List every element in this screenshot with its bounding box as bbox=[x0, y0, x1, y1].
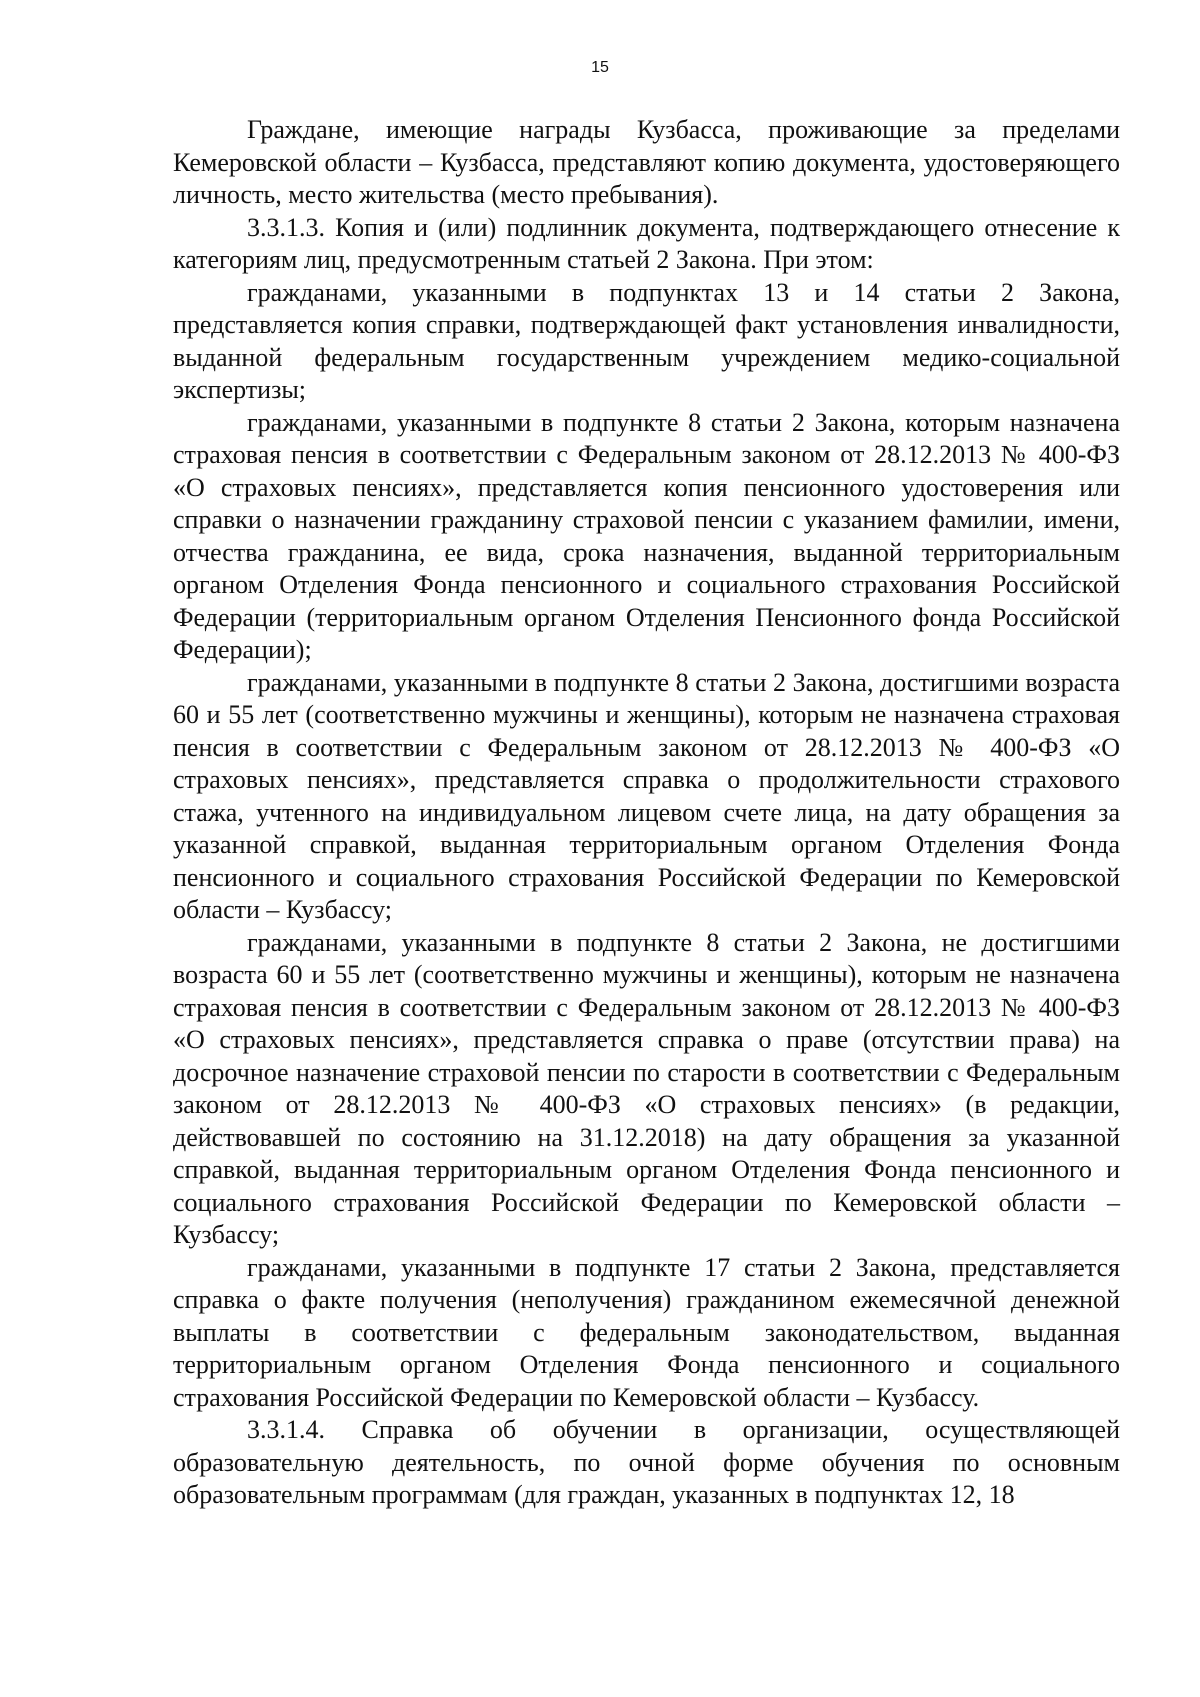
paragraph-pension-certificate: гражданами, указанными в подпункте 8 статьи 2 Закона, которым назначена страховая пенсия в соответствии с Федеральным законом от 28.12.2013 № 400-ФЗ «О страховых пенсиях», представляется копия пенсионного удостоверения или справки о назначении гражданину страховой пенсии с указанием фамилии, имени, отчества гражданина, ее вида, срока назначения, выданной территориальным органом Отделения Фонда пенсионного и социального страхования Российской Федерации (территориальным органом Отделения Пенсионного фонда Российской Федерации); bbox=[173, 407, 1120, 664]
paragraph-award-holders: Граждане, имеющие награды Кузбасса, проживающие за пределами Кемеровской области – Кузбасса, представляют копию документа, удостоверяющего личность, место жительства (место пребывания). bbox=[173, 115, 1120, 209]
document-body bbox=[173, 114, 1120, 1512]
paragraph-monthly-payment: гражданами, указанными в подпункте 17 статьи 2 Закона, представляется справка о факте получения (неполучения) гражданином ежемесячной денежной выплаты в соответствии с федеральным законодательством, выданная территориальным органом Отделения Фонда пенсионного и социального страхования Российской Федерации по Кемеровской области – Кузбассу. bbox=[173, 1252, 1120, 1412]
paragraph-3-3-1-4: 3.3.1.4. Справка об обучении в организации, осуществляющей образовательную деятельность, по очной форме обучения по основным образовательным программам (для граждан, указанных в подпунктах 12, 18 bbox=[173, 1415, 1120, 1509]
paragraph-early-pension-right: гражданами, указанными в подпункте 8 статьи 2 Закона, не достигшими возраста 60 и 55 лет (соответственно мужчины и женщины), которым не назначена страховая пенсия в соответствии с Федеральным законом от 28.12.2013 № 400-ФЗ «О страховых пенсиях», представляется справка о праве (отсутствии права) на досрочное назначение страховой пенсии по старости в соответствии с Федеральным законом от 28.12.2013 № 400-ФЗ «О страховых пенсиях» (в редакции, действовавшей по состоянию на 31.12.2018) на дату обращения за указанной справкой, выданная территориальным органом Отделения Фонда пенсионного и социального страхования Российской Федерации по Кемеровской области – Кузбассу; bbox=[173, 927, 1120, 1249]
paragraph-insurance-record: гражданами, указанными в подпункте 8 статьи 2 Закона, достигшими возраста 60 и 55 лет (соответственно мужчины и женщины), которым не назначена страховая пенсия в соответствии с Федеральным законом от 28.12.2013 № 400-ФЗ «О страховых пенсиях», представляется справка о продолжительности страхового стажа, учтенного на индивидуальном лицевом счете лица, на дату обращения за указанной справкой, выданная территориальным органом Отделения Фонда пенсионного и социального страхования Российской Федерации по Кемеровской области – Кузбассу; bbox=[173, 667, 1120, 924]
paragraph-disability-certificate: гражданами, указанными в подпунктах 13 и 14 статьи 2 Закона, представляется копия справки, подтверждающей факт установления инвалидности, выданной федеральным государственным учреждением медико-социальной экспертизы; bbox=[173, 277, 1120, 404]
paragraph-3-3-1-3: 3.3.1.3. Копия и (или) подлинник документа, подтверждающего отнесение к категориям лиц, предусмотренным статьей 2 Закона. При этом: bbox=[173, 212, 1120, 274]
page-number: 15 bbox=[591, 59, 609, 76]
